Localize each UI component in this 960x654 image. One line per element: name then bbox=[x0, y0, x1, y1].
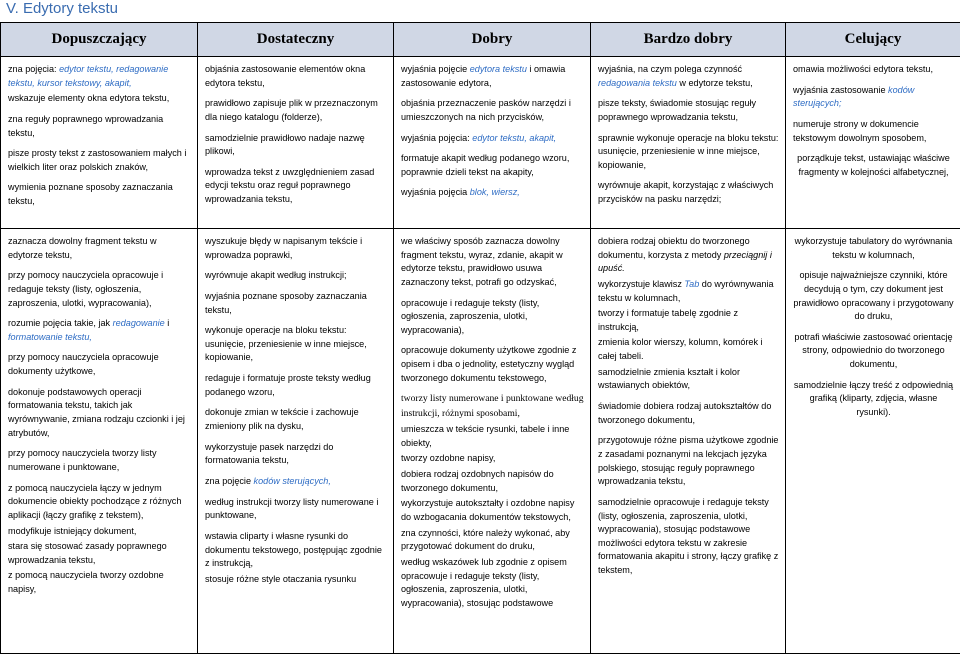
list-item: wyjaśnia pojęcia blok, wiersz, bbox=[401, 186, 584, 200]
list-item: zna reguły poprawnego wprowadzania tekstu, bbox=[8, 113, 191, 140]
list-item: tworzy ozdobne napisy, bbox=[401, 452, 584, 466]
list-item: z pomocą nauczyciela tworzy ozdobne napisy, bbox=[8, 569, 191, 596]
list-item: opracowuje i redaguje teksty (listy, ogłoszenia, zaproszenia, ulotki, wypracowania), bbox=[401, 297, 584, 338]
list-item: opisuje najważniejsze czynniki, które decydują o tym, czy dokument jest prawidłowo opracowany i przygotowany do druku, bbox=[793, 269, 954, 324]
cell-r2-dopuszczajacy bbox=[1, 229, 198, 654]
list-item: tworzy listy numerowane i punktowane według instrukcji, różnymi sposobami, bbox=[401, 392, 584, 421]
list-item: wykonuje operacje na bloku tekstu: usunięcie, przeniesienie w inne miejsce, kopiowanie, bbox=[205, 324, 387, 365]
list-item: zna pojęcie kodów sterujących, bbox=[205, 475, 387, 489]
list-item: wyrównuje akapit według instrukcji; bbox=[205, 269, 387, 283]
cell-r1-bardzo-dobry bbox=[591, 57, 786, 229]
list-item: zaznacza dowolny fragment tekstu w edytorze tekstu, bbox=[8, 235, 191, 262]
list-item: zna czynności, które należy wykonać, aby przygotować dokument do druku, bbox=[401, 527, 584, 554]
cell-r1-dobry bbox=[394, 57, 591, 229]
list-item: potrafi właściwie zastosować orientację strony, odpowiednio do tworzonego dokumentu, bbox=[793, 331, 954, 372]
list-item: przy pomocy nauczyciela opracowuje i redaguje teksty (listy, ogłoszenia, zaproszenia, ulotki, wypracowania), bbox=[8, 269, 191, 310]
header-dobry: Dobry bbox=[394, 23, 591, 57]
list-item: pisze prosty tekst z zastosowaniem małych i wielkich liter oraz polskich znaków, bbox=[8, 147, 191, 174]
list-item: przy pomocy nauczyciela tworzy listy numerowane i punktowane, bbox=[8, 447, 191, 474]
list-item: wyjaśnia pojęcia: edytor tekstu, akapit, bbox=[401, 132, 584, 146]
list-item: z pomocą nauczyciela łączy w jednym dokumencie obiekty pochodzące z różnych aplikacji (łączy grafikę z tekstem), bbox=[8, 482, 191, 523]
list-item: wskazuje elementy okna edytora tekstu, bbox=[8, 92, 191, 106]
list-item: według instrukcji tworzy listy numerowane i punktowane, bbox=[205, 496, 387, 523]
list-item: wykorzystuje tabulatory do wyrównania tekstu w kolumnach, bbox=[793, 235, 954, 262]
cell-r2-bardzo-dobry bbox=[591, 229, 786, 654]
cell-r1-dopuszczajacy bbox=[1, 57, 198, 229]
list-item: we właściwy sposób zaznacza dowolny fragment tekstu, wyraz, zdanie, akapit w edytorze tekstu, prawidłowo usuwa zaznaczony tekst, potrafi go odzyskać, bbox=[401, 235, 584, 290]
list-item: samodzielnie opracowuje i redaguje teksty (listy, ogłoszenia, zaproszenia, ulotki, wypracowania), stosując podstawowe możliwości edytora tekstu w zakresie formatowania akapitu i strony, łączy grafikę z tekstem, bbox=[598, 496, 779, 578]
list-item: wstawia cliparty i własne rysunki do dokumentu tekstowego, postępując zgodnie z instrukcją, bbox=[205, 530, 387, 571]
list-item: dokonuje zmian w tekście i zachowuje zmieniony plik na dysku, bbox=[205, 406, 387, 433]
cell-r2-dostateczny bbox=[198, 229, 394, 654]
list-item: modyfikuje istniejący dokument, bbox=[8, 525, 191, 539]
requirements-table bbox=[0, 22, 960, 654]
list-item: numeruje strony w dokumencie tekstowym dowolnym sposobem, bbox=[793, 118, 954, 145]
list-item: wyjaśnia pojęcie edytora tekstu i omawia zastosowanie edytora, bbox=[401, 63, 584, 90]
list-item: wyszukuje błędy w napisanym tekście i wprowadza poprawki, bbox=[205, 235, 387, 262]
list-item: przy pomocy nauczyciela opracowuje dokumenty użytkowe, bbox=[8, 351, 191, 378]
list-item: omawia możliwości edytora tekstu, bbox=[793, 63, 954, 77]
list-item: wykorzystuje autokształty i ozdobne napisy do wzbogacania dokumentów tekstowych, bbox=[401, 497, 584, 524]
list-item: objaśnia zastosowanie elementów okna edytora tekstu, bbox=[205, 63, 387, 90]
list-item: sprawnie wykonuje operacje na bloku tekstu: usunięcie, przeniesienie w inne miejsce, kopiowanie, bbox=[598, 132, 779, 173]
list-item: według wskazówek lub zgodnie z opisem opracowuje i redaguje teksty (listy, ogłoszenia, zaproszenia, ulotki, wypracowania), stosując podstawowe bbox=[401, 556, 584, 611]
list-item: dobiera rodzaj ozdobnych napisów do tworzonego dokumentu, bbox=[401, 468, 584, 495]
list-item: umieszcza w tekście rysunki, tabele i inne obiekty, bbox=[401, 423, 584, 450]
table-row bbox=[1, 229, 960, 654]
list-item: wyjaśnia zastosowanie kodów sterujących; bbox=[793, 84, 954, 111]
list-item: wprowadza tekst z uwzględnieniem zasad edycji tekstu oraz reguł poprawnego wprowadzania tekstu, bbox=[205, 166, 387, 207]
list-item: redaguje i formatuje proste teksty według podanego wzoru, bbox=[205, 372, 387, 399]
list-item: rozumie pojęcia takie, jak redagowanie i formatowanie tekstu, bbox=[8, 317, 191, 344]
page-title: V. Edytory tekstu bbox=[6, 0, 118, 17]
header-dopuszczajacy: Dopuszczający bbox=[1, 23, 198, 57]
list-item: stara się stosować zasady poprawnego wprowadzania tekstu, bbox=[8, 540, 191, 567]
cell-r2-celujacy bbox=[786, 229, 960, 654]
list-item: wykorzystuje pasek narzędzi do formatowania tekstu, bbox=[205, 441, 387, 468]
cell-r1-dostateczny bbox=[198, 57, 394, 229]
list-item: wyjaśnia, na czym polega czynność redagowania tekstu w edytorze tekstu, bbox=[598, 63, 779, 90]
list-item: opracowuje dokumenty użytkowe zgodnie z opisem i dba o jednolity, estetyczny wygląd tworzonego dokumentu tekstowego, bbox=[401, 344, 584, 385]
list-item: świadomie dobiera rodzaj autokształtów do tworzonego dokumentu, bbox=[598, 400, 779, 427]
list-item: porządkuje tekst, ustawiając właściwe fragmenty w kolejności alfabetycznej, bbox=[793, 152, 954, 179]
cell-r2-dobry bbox=[394, 229, 591, 654]
table-row bbox=[1, 57, 960, 229]
list-item: samodzielnie łączy treść z odpowiednią grafiką (kliparty, zdjęcia, własne rysunki). bbox=[793, 379, 954, 420]
list-item: wykorzystuje klawisz Tab do wyrównywania tekstu w kolumnach, bbox=[598, 278, 779, 305]
list-item: zna pojęcia: edytor tekstu, redagowanie tekstu, kursor tekstowy, akapit, bbox=[8, 63, 191, 90]
list-item: dokonuje podstawowych operacji formatowania tekstu, takich jak wyrównywanie, zmiana rodzaju czcionki i jej atrybutów, bbox=[8, 386, 191, 441]
list-item: zmienia kolor wierszy, kolumn, komórek i całej tabeli. bbox=[598, 336, 779, 363]
list-item: prawidłowo zapisuje plik w przeznaczonym dla niego katalogu (folderze), bbox=[205, 97, 387, 124]
header-row bbox=[1, 23, 960, 57]
list-item: wyrównuje akapit, korzystając z właściwych przycisków na pasku narzędzi; bbox=[598, 179, 779, 206]
header-bardzo-dobry: Bardzo dobry bbox=[591, 23, 786, 57]
list-item: wymienia poznane sposoby zaznaczania tekstu, bbox=[8, 181, 191, 208]
list-item: objaśnia przeznaczenie pasków narzędzi i umieszczonych na nich przycisków, bbox=[401, 97, 584, 124]
list-item: formatuje akapit według podanego wzoru, poprawnie dzieli tekst na akapity, bbox=[401, 152, 584, 179]
list-item: dobiera rodzaj obiektu do tworzonego dokumentu, korzysta z metody przeciągnij i upuść. bbox=[598, 235, 779, 276]
list-item: pisze teksty, świadomie stosując reguły poprawnego wprowadzania tekstu, bbox=[598, 97, 779, 124]
list-item: stosuje różne style otaczania rysunku bbox=[205, 573, 387, 587]
list-item: samodzielnie prawidłowo nadaje nazwę plikowi, bbox=[205, 132, 387, 159]
list-item: tworzy i formatuje tabelę zgodnie z instrukcją, bbox=[598, 307, 779, 334]
list-item: przygotowuje różne pisma użytkowe zgodnie z zasadami poznanymi na lekcjach języka polskiego, stosując reguły poprawnego wprowadzania tekstu, bbox=[598, 434, 779, 489]
list-item: wyjaśnia poznane sposoby zaznaczania tekstu, bbox=[205, 290, 387, 317]
header-dostateczny: Dostateczny bbox=[198, 23, 394, 57]
list-item: samodzielnie zmienia kształt i kolor wstawianych obiektów, bbox=[598, 366, 779, 393]
header-celujacy: Celujący bbox=[786, 23, 960, 57]
cell-r1-celujacy bbox=[786, 57, 960, 229]
